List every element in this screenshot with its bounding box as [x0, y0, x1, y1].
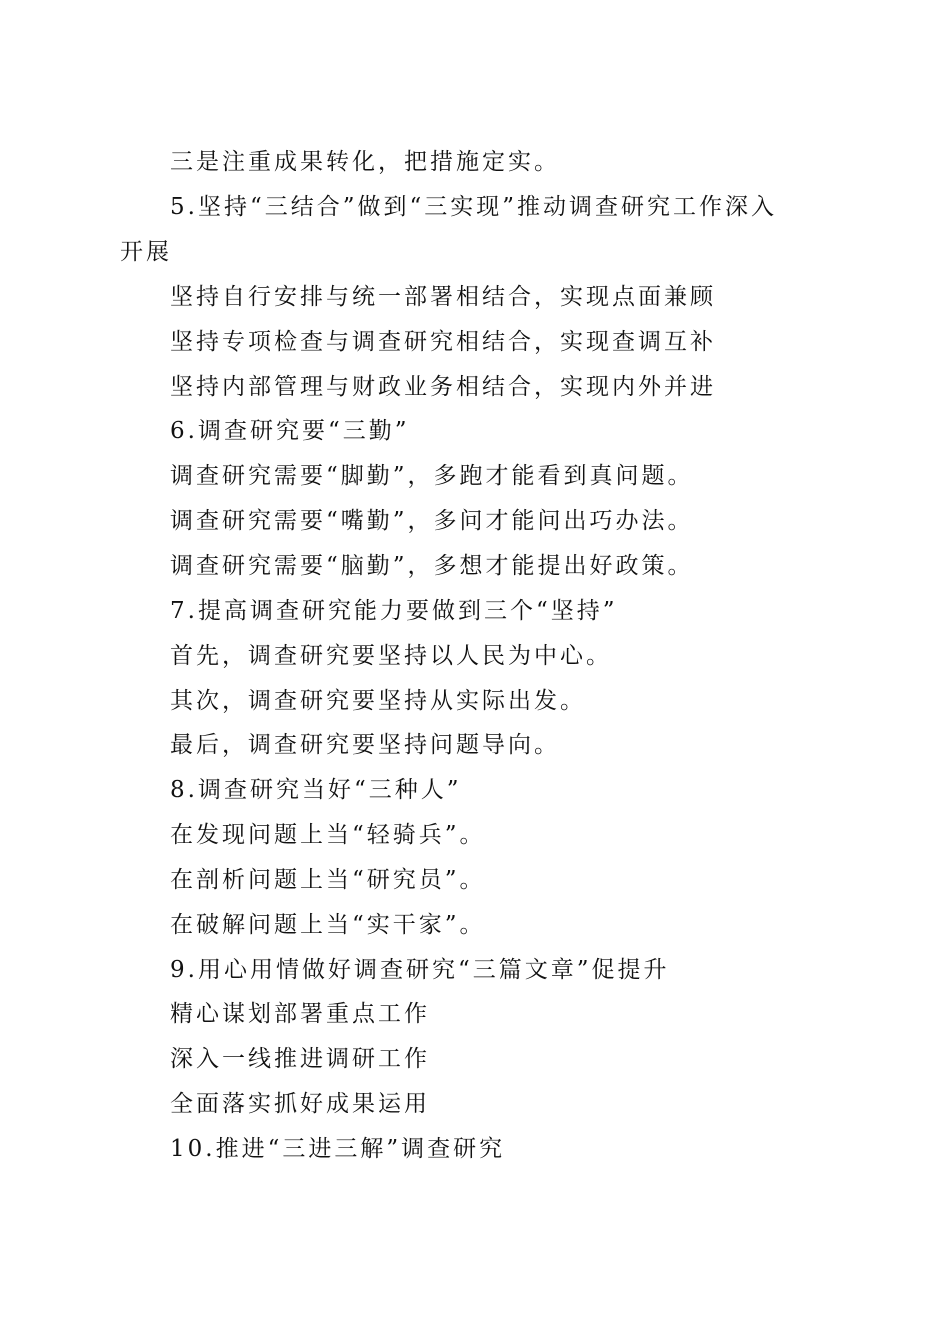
section-heading: 6.调查研究要“三勤” [170, 418, 410, 444]
text-line: 在剖析问题上当“研究员”。 [170, 867, 486, 893]
text-line: 深入一线推进调研工作 [170, 1046, 430, 1072]
text-line: 坚持自行安排与统一部署相结合，实现点面兼顾 [170, 284, 716, 310]
text-line: 坚持专项检查与调查研究相结合，实现查调互补 [170, 329, 716, 355]
text-line: 调查研究需要“脚勤”，多跑才能看到真问题。 [170, 463, 694, 489]
section-heading-continuation: 开展 [120, 239, 172, 265]
section-heading: 8.调查研究当好“三种人” [170, 777, 462, 803]
text-line: 坚持内部管理与财政业务相结合，实现内外并进 [170, 374, 716, 400]
text-line: 在破解问题上当“实干家”。 [170, 912, 486, 938]
text-line: 最后，调查研究要坚持问题导向。 [170, 732, 560, 758]
text-line: 调查研究需要“嘴勤”，多问才能问出巧办法。 [170, 508, 694, 534]
text-line: 首先，调查研究要坚持以人民为中心。 [170, 643, 612, 669]
text-line: 三是注重成果转化，把措施定实。 [170, 149, 560, 175]
text-line: 全面落实抓好成果运用 [170, 1091, 430, 1117]
section-heading: 7.提高调查研究能力要做到三个“坚持” [170, 598, 618, 624]
text-line: 调查研究需要“脑勤”，多想才能提出好政策。 [170, 553, 694, 579]
section-heading: 10.推进“三进三解”调查研究 [170, 1136, 506, 1162]
text-line: 精心谋划部署重点工作 [170, 1001, 430, 1027]
text-line: 在发现问题上当“轻骑兵”。 [170, 822, 486, 848]
text-line: 其次，调查研究要坚持从实际出发。 [170, 688, 586, 714]
section-heading: 5.坚持“三结合”做到“三实现”推动调查研究工作深入 [170, 194, 777, 220]
section-heading: 9.用心用情做好调查研究“三篇文章”促提升 [170, 957, 670, 983]
